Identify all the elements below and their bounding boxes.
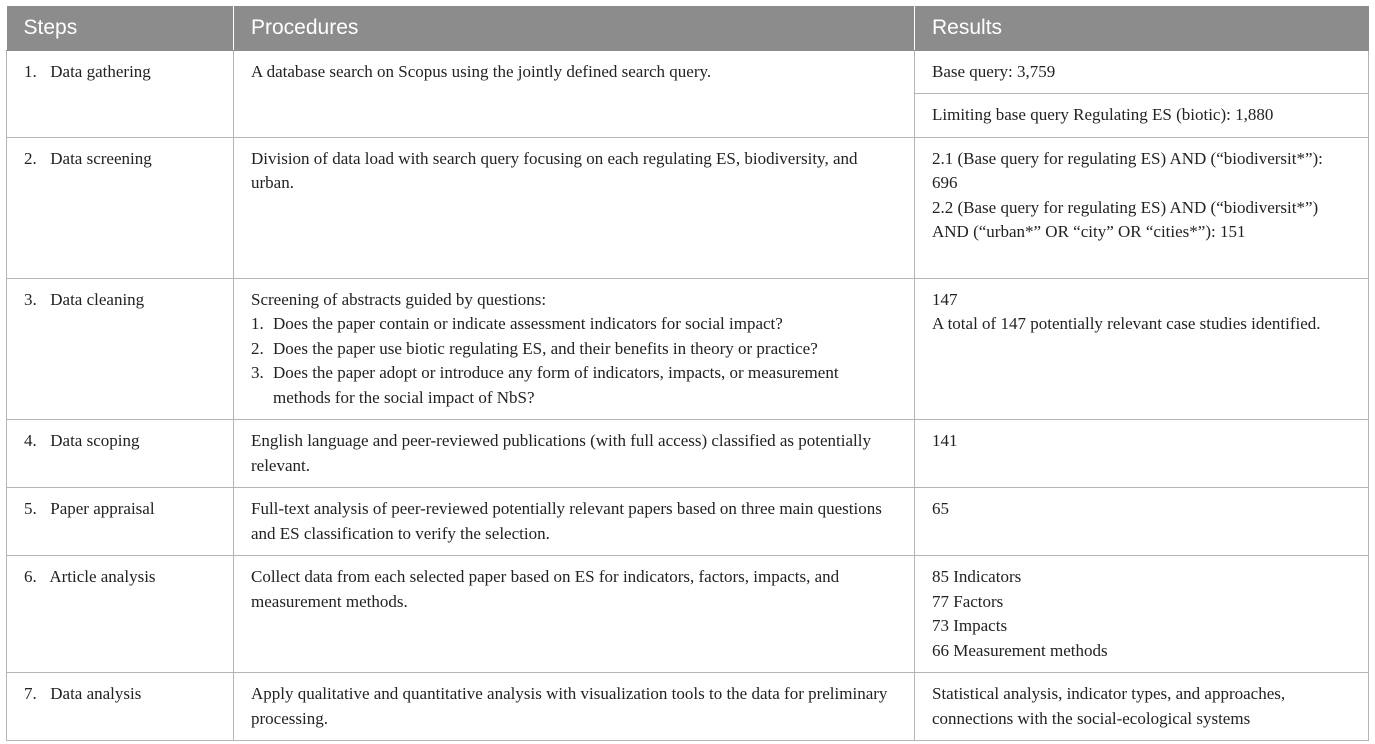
- result-cell: 65: [915, 488, 1369, 556]
- step-number: 4.: [24, 431, 37, 450]
- result-line: 147: [932, 289, 958, 309]
- step-label: Data scoping: [50, 431, 140, 450]
- procedure-cell: English language and peer-reviewed publications (with full access) classified as potentially relevant.: [234, 420, 915, 488]
- step-number: 1.: [24, 61, 37, 81]
- step-cell: [7, 488, 234, 556]
- step-cell: [7, 50, 234, 137]
- procedure-cell: Collect data from each selected paper based on ES for indicators, factors, impacts, and measurement methods.: [234, 556, 915, 673]
- procedure-cell: Apply qualitative and quantitative analysis with visualization tools to the data for preliminary processing.: [234, 673, 915, 741]
- table-row: [7, 488, 1369, 556]
- table-row: [7, 420, 1369, 488]
- header-results: Results: [915, 6, 1369, 50]
- step-label: Data cleaning: [50, 289, 145, 309]
- result-cell: Statistical analysis, indicator types, and approaches, connections with the social-ecological systems: [915, 673, 1369, 741]
- result-line: 73 Impacts: [932, 616, 1008, 635]
- step-label: Article analysis: [49, 567, 156, 586]
- step-number: 6.: [24, 567, 37, 586]
- step-cell: [7, 278, 234, 420]
- result-line: 77 Factors: [932, 591, 1004, 611]
- table-row: [7, 278, 1369, 420]
- step-number: 3.: [24, 289, 37, 309]
- procedure-cell: Full-text analysis of peer-reviewed potentially relevant papers based on three main questions and ES classification to verify the selection.: [234, 488, 915, 556]
- procedure-cell: A database search on Scopus using the jointly defined search query.: [234, 50, 915, 137]
- step-cell: [7, 420, 234, 488]
- step-label: Data gathering: [50, 61, 151, 81]
- result-line: A total of 147 potentially relevant case studies identified.: [932, 314, 1321, 333]
- procedure-cell: Division of data load with search query focusing on each regulating ES, biodiversity, and urban.: [234, 137, 915, 278]
- step-number: 2.: [24, 148, 37, 168]
- result-cell: [915, 556, 1369, 673]
- procedure-intro: Screening of abstracts guided by questions:: [251, 289, 547, 309]
- step-label: Paper appraisal: [50, 499, 155, 518]
- step-cell: [7, 673, 234, 741]
- result-line: 66 Measurement methods: [932, 640, 1108, 660]
- list-item: 3. Does the paper adopt or introduce any form of indicators, impacts, or measurement methods for the social impact of NbS?: [251, 363, 839, 407]
- methodology-table: [6, 6, 1369, 741]
- table-row: [7, 50, 1369, 94]
- step-number: 5.: [24, 499, 37, 518]
- step-label: Data screening: [50, 148, 152, 168]
- list-item: 1. Does the paper contain or indicate assessment indicators for social impact?: [251, 314, 783, 333]
- result-cell: Limiting base query Regulating ES (biotic): 1,880: [915, 94, 1369, 138]
- table-row: [7, 673, 1369, 741]
- procedure-cell: [234, 278, 915, 420]
- header-procedures: Procedures: [234, 6, 915, 50]
- header-steps: Steps: [7, 6, 234, 50]
- result-cell: Base query: 3,759: [915, 50, 1369, 94]
- result-line: 2.2 (Base query for regulating ES) AND (“biodiversit*”) AND (“urban*” OR “city” OR “cities*”): 151: [932, 197, 1319, 241]
- result-cell: [915, 137, 1369, 278]
- step-cell: [7, 556, 234, 673]
- result-cell: 141: [915, 420, 1369, 488]
- result-cell: [915, 278, 1369, 420]
- list-item: 2. Does the paper use biotic regulating ES, and their benefits in theory or practice?: [251, 338, 818, 358]
- step-label: Data analysis: [50, 684, 142, 703]
- step-number: 7.: [24, 684, 37, 703]
- table-row: [7, 556, 1369, 673]
- question-list: [251, 312, 898, 410]
- step-cell: [7, 137, 234, 278]
- table-row: [7, 137, 1369, 278]
- result-line: 85 Indicators: [932, 567, 1022, 586]
- result-line: 2.1 (Base query for regulating ES) AND (“biodiversit*”): 696: [932, 148, 1323, 192]
- table-header-row: [7, 6, 1369, 50]
